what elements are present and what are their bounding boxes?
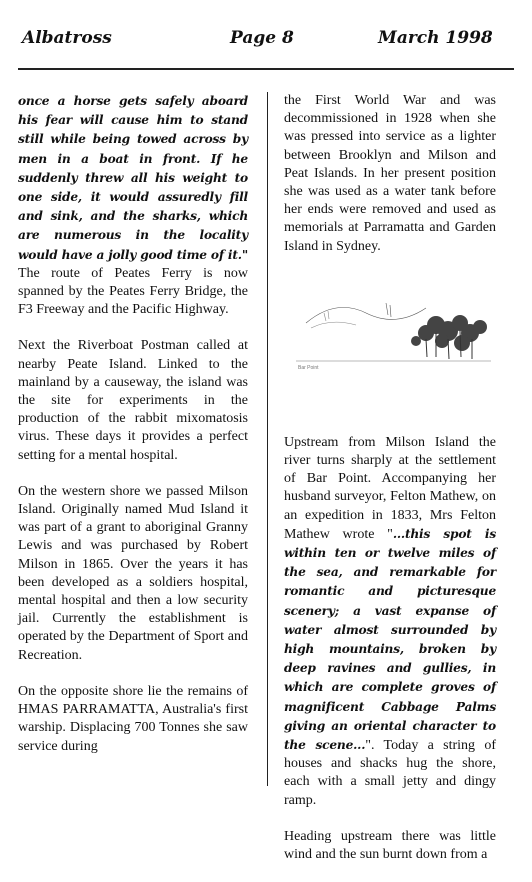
- paragraph-quote-horse: [18, 92, 248, 319]
- quote-script-text: ...this spot is within ten or twelve miles of the sea, and remarkable for romantic and picturesque scenery; a vast expanse of water almost surrounded by high mountains, broken by deep ravines and gullies, in which are complete groves of magnificent Cabbage Palms giving an oriental character to the scene...: [284, 526, 496, 753]
- paragraph-peate-island: Next the Riverboat Postman called at nearby Peate Island. Linked to the mainland by a causeway, the island was the site for experiments in the production of the rabbit mixomatosis virus. These days it provides a perfect setting for a mental hospital.: [18, 338, 248, 463]
- quote-script-text: once a horse gets safely aboard his fear will cause him to stand still while being towed across by men in a boat in front. If he suddenly threw all his weight to one side, it would assuredly fill and sink, and the sharks, which are numerous in the locality would have a jolly good time of it.": [18, 94, 248, 262]
- paragraph-text: Upstream from Milson Island the river turns sharply at the settlement of Bar Point. Accompanying her husband surveyor, Felton Mathew, on an expedition in 1833, Mrs Felton Mathew wrote ": [284, 434, 496, 542]
- newsletter-title: Albatross: [22, 28, 112, 48]
- header-rule: [18, 68, 514, 70]
- paragraph-world-war: the First World War and was decommissioned in 1928 when she was pressed into service as a lighter between Brooklyn and Milson and Peat Islands. In her present position she was used as a water tank before her ends were removed and used as memorials at Parramatta and Garden Island in Sydney.: [284, 93, 496, 254]
- left-column: [18, 92, 248, 774]
- page-number: Page 8: [230, 28, 294, 48]
- paragraph-hmas-parramatta: On the opposite shore lie the remains of HMAS PARRAMATTA, Australia's first warship. Displacing 700 Tonnes she saw service during: [18, 683, 248, 754]
- hill-lines: [306, 303, 426, 328]
- paragraph-milson-island: On the western shore we passed Milson Island. Originally named Mud Island it was part of a grant to aboriginal Granny Lewis and was purchased by Robert Milson in 1865. Over the years it has been developed as a soldiers hospital, mental hospital and then a low security jail. Currently the establishment is operated by the Department of Sport and Recreation.: [18, 483, 248, 663]
- sketch-caption: Bar Point: [298, 365, 319, 371]
- right-column: [284, 92, 496, 882]
- trees-icon: [411, 315, 487, 351]
- paragraph-text: The route of Peates Ferry is now spanned by the Peates Ferry Bridge, the F3 Freeway and the Pacific Highway.: [18, 265, 248, 318]
- page-header: [0, 28, 532, 58]
- paragraph-text: ". Today a string of houses and shacks hug the shore, each with a small jetty and dingy ramp.: [284, 738, 497, 808]
- bar-point-sketch: [286, 283, 498, 375]
- paragraph-heading-upstream: Heading upstream there was little wind and the sun burnt down from a: [284, 828, 496, 863]
- column-divider: [267, 92, 268, 786]
- paragraph-bar-point: [284, 434, 496, 810]
- issue-date: March 1998: [378, 28, 493, 48]
